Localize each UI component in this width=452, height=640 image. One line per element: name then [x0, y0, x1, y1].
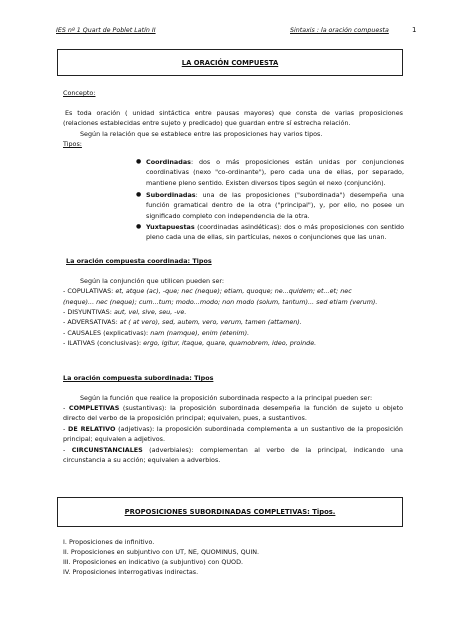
subordinada-item: - DE RELATIVO (adjetivas): la proposición subordinada complementa a un sustantivo de la proposición principal; equivalen a adjetivos. [63, 425, 403, 444]
coordinada-line: - ILATIVAS (conclusivas): ergo, igitur, itaque, quare, quamobrem, ideo, proinde. [63, 339, 317, 347]
bullet-icon: ● [136, 158, 142, 165]
concepto-text-2: Según la relación que se establece entre las proposiciones hay varios tipos. [80, 130, 323, 138]
completivas-item: II. Proposiciones en subjuntivo con UT, NE, QUOMINUS, QUIN. [63, 548, 260, 556]
tipo-item-coordinadas [136, 157, 404, 188]
tipo-term: Coordinadas [146, 158, 191, 166]
subordinada-item: - CIRCUNSTANCIALES (adverbiales): complementan al verbo de la principal, indicando una circunstancia a su acción; equivalen a adverbios. [63, 446, 403, 465]
completivas-item: I. Proposiciones de infinitivo. [63, 538, 155, 546]
header-right: Sintaxis : la oración compuesta [290, 27, 389, 34]
header-left: IES nº 1 Quart de Poblet Latín II [56, 27, 156, 34]
concepto-text: Es toda oración ( unidad sintáctica entre pausas mayores) que consta de varias proposiciones (relaciones establecidas entre sujeto y predicado) que guardan entre sí estrecha relación. [63, 109, 403, 128]
coordinada-line: - CAUSALES (explicativas): nam (namque), enim (etenim). [63, 329, 250, 337]
coordinada-line: - COPULATIVAS: et, atque (ac), -que; nec (neque); etiam, quoque; ne...quidem; et...et; nec [63, 287, 352, 295]
tipos-label: Tipos: [63, 140, 82, 148]
coordinada-intro: Según la conjunción que utilicen pueden ser: [80, 277, 225, 285]
tipo-item-yuxtapuestas [136, 222, 404, 243]
bullet-icon: ● [136, 191, 142, 198]
subordinada-item: - COMPLETIVAS (sustantivas): la proposición subordinada desempeña la función de sujeto u objeto directo del verbo de la proposición principal; equivalen, pues, a sustantivos. [63, 404, 403, 423]
tipo-term: Subordinadas [146, 191, 196, 199]
tipo-term: Yuxtapuestas [146, 223, 195, 231]
title-box: LA ORACIÓN COMPUESTA [57, 49, 403, 76]
coordinada-line: - ADVERSATIVAS: at ( at vero), sed, autem, vero, verum, tamen (attamen). [63, 318, 302, 326]
coordinada-line: (neque)... nec (neque); cum...tum; modo...modo; non modo (solum, tantum)... sed etiam (verum). [63, 298, 378, 306]
coordinada-line: - DISYUNTIVAS: aut, vel, sive, seu, -ve. [63, 308, 187, 316]
tipo-desc: : una de las proposiciones ("subordinada") desempeña una función gramatical dentro de la otra ("principal"), y, por ello, no posee un significado completo con independencia de la otra. [146, 191, 404, 220]
completivas-item: III. Proposiciones en indicativo (a subjuntivo) con QUOD. [63, 558, 244, 566]
bullet-icon: ● [136, 223, 142, 230]
tipo-item-subordinadas [136, 190, 404, 221]
coordinada-heading: La oración compuesta coordinada: Tipos [66, 257, 212, 265]
subordinada-heading: La oración compuesta subordinada: Tipos [63, 374, 214, 382]
tipo-desc: (coordinadas asindéticas): dos o más proposiciones con sentido pleno cada una de ellas, sin partículas, nexos o conjunciones que las unan. [146, 223, 404, 242]
completivas-item: IV. Proposiciones interrogativas indirectas. [63, 568, 199, 576]
concepto-label: Concepto: [63, 89, 96, 97]
subordinada-intro: Según la función que realice la proposición subordinada respecto a la principal pueden ser: [80, 394, 373, 402]
completivas-box: PROPOSICIONES SUBORDINADAS COMPLETIVAS: Tipos. [57, 497, 403, 527]
page-number: 1 [412, 26, 417, 34]
tipo-desc: : dos o más proposiciones están unidas por conjunciones coordinativas (nexo "co-ordinante"), pero cada una de ellas, por separado, mantiene pleno sentido. Existen diversos tipos según el nexo (conjunción). [146, 158, 404, 187]
